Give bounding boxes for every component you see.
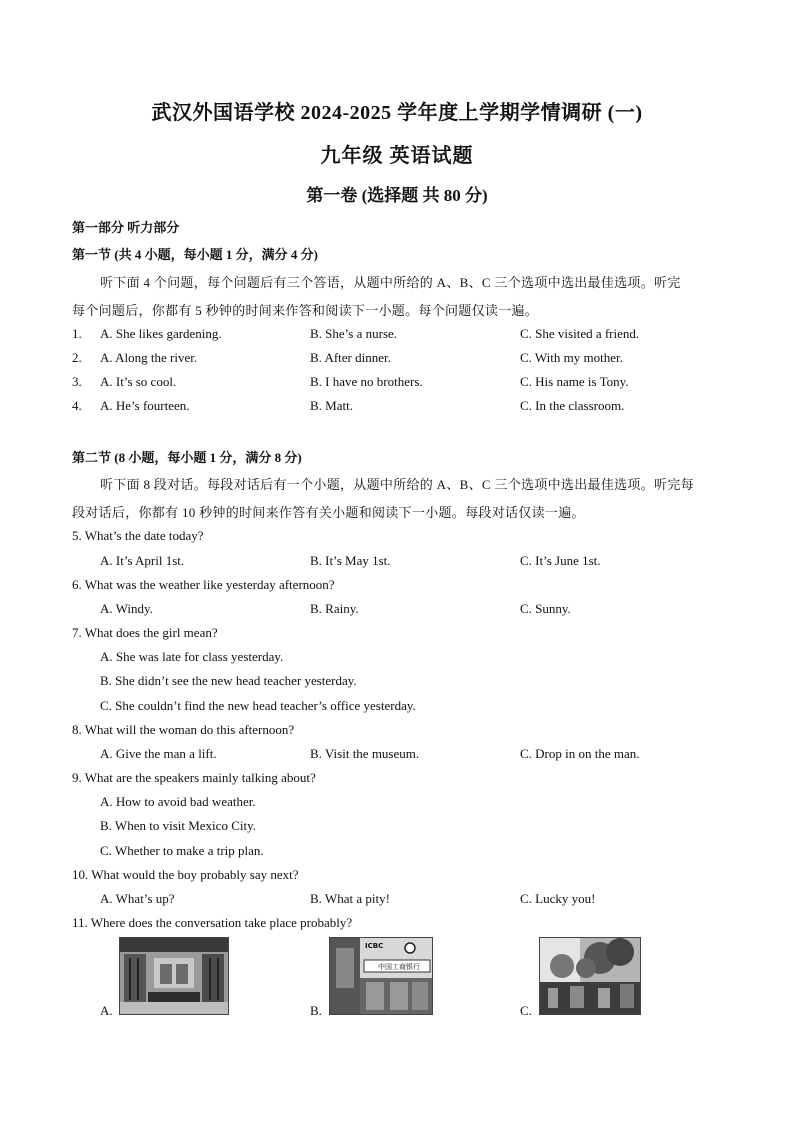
- option-a: A. It’s April 1st.: [100, 553, 185, 568]
- question-text: 9. What are the speakers mainly talking about?: [72, 770, 316, 785]
- question-text: 8. What will the woman do this afternoon?: [72, 722, 295, 737]
- option-a: A. Windy.: [100, 601, 153, 616]
- picture-bank: [329, 937, 433, 1015]
- question-text: 11. Where does the conversation take place probably?: [72, 915, 353, 930]
- option-c: C. In the classroom.: [520, 398, 625, 413]
- exam-title: 武汉外国语学校 2024-2025 学年度上学期学情调研 (一): [151, 102, 643, 124]
- bank-sign: 中国工商银行: [378, 963, 420, 971]
- question-number: 1.: [72, 326, 82, 341]
- option-c: C.: [520, 1003, 532, 1018]
- section2-heading: 第二节 (8 小题，每小题 1 分，满分 8 分): [72, 450, 302, 465]
- question-text: 7. What does the girl mean?: [72, 625, 218, 640]
- section1-instruction-line1: 听下面 4 个问题，每个问题后有三个答语，从题中所给的 A、B、C 三个选项中选出最佳选项。听完: [100, 275, 681, 290]
- option-c: C. Whether to make a trip plan.: [100, 843, 264, 858]
- option-b: B. Visit the museum.: [310, 746, 420, 761]
- bank-short-name: ICBC: [365, 942, 384, 950]
- question-number: 4.: [72, 398, 82, 413]
- option-b: B. She’s a nurse.: [310, 326, 398, 341]
- option-a: A. She likes gardening.: [100, 326, 222, 341]
- option-c: C. Drop in on the man.: [520, 746, 640, 761]
- section1-instruction-line2: 每个问题后，你都有 5 秒钟的时间来作答和阅读下一小题。每个问题仅读一遍。: [72, 303, 539, 318]
- option-c: C. Sunny.: [520, 601, 571, 616]
- option-a: A. It’s so cool.: [100, 374, 177, 389]
- question-text: 5. What’s the date today?: [72, 528, 204, 543]
- part1-heading: 第一部分 听力部分: [72, 220, 180, 235]
- exam-subtitle: 九年级 英语试题: [320, 145, 474, 167]
- option-b: B. She didn’t see the new head teacher yesterday.: [100, 673, 357, 688]
- option-c: C. Lucky you!: [520, 891, 596, 906]
- question-text: 6. What was the weather like yesterday afternoon?: [72, 577, 335, 592]
- option-b: B.: [310, 1003, 322, 1018]
- question-number: 2.: [72, 350, 82, 365]
- option-a: A. How to avoid bad weather.: [100, 794, 256, 809]
- option-a: A. Give the man a lift.: [100, 746, 217, 761]
- option-b: B. Rainy.: [310, 601, 359, 616]
- volume-heading: 第一卷 (选择题 共 80 分): [306, 186, 488, 205]
- picture-store-interior: [119, 937, 229, 1015]
- question-text: 10. What would the boy probably say next?: [72, 867, 299, 882]
- section2-instruction-line2: 段对话后，你都有 10 秒钟的时间来作答有关小题和阅读下一小题。每段对话仅读一遍。: [72, 505, 585, 520]
- option-c: C. It’s June 1st.: [520, 553, 601, 568]
- picture-garden: [539, 937, 641, 1015]
- option-b: B. Matt.: [310, 398, 353, 413]
- section1-heading: 第一节 (共 4 小题，每小题 1 分，满分 4 分): [72, 247, 318, 262]
- option-b: B. When to visit Mexico City.: [100, 818, 256, 833]
- option-c: C. His name is Tony.: [520, 374, 629, 389]
- option-b: B. It’s May 1st.: [310, 553, 391, 568]
- option-a: A. Along the river.: [100, 350, 198, 365]
- option-a: A.: [100, 1003, 113, 1018]
- option-a: A. He’s fourteen.: [100, 398, 190, 413]
- option-b: B. What a pity!: [310, 891, 390, 906]
- option-b: B. I have no brothers.: [310, 374, 423, 389]
- section2-instruction-line1: 听下面 8 段对话。每段对话后有一个小题，从题中所给的 A、B、C 三个选项中选出最佳选项。听完每: [100, 477, 694, 492]
- option-b: B. After dinner.: [310, 350, 391, 365]
- option-a: A. She was late for class yesterday.: [100, 649, 284, 664]
- option-c: C. She couldn’t find the new head teacher’s office yesterday.: [100, 698, 416, 713]
- option-c: C. With my mother.: [520, 350, 623, 365]
- option-a: A. What’s up?: [100, 891, 175, 906]
- question-number: 3.: [72, 374, 82, 389]
- option-c: C. She visited a friend.: [520, 326, 640, 341]
